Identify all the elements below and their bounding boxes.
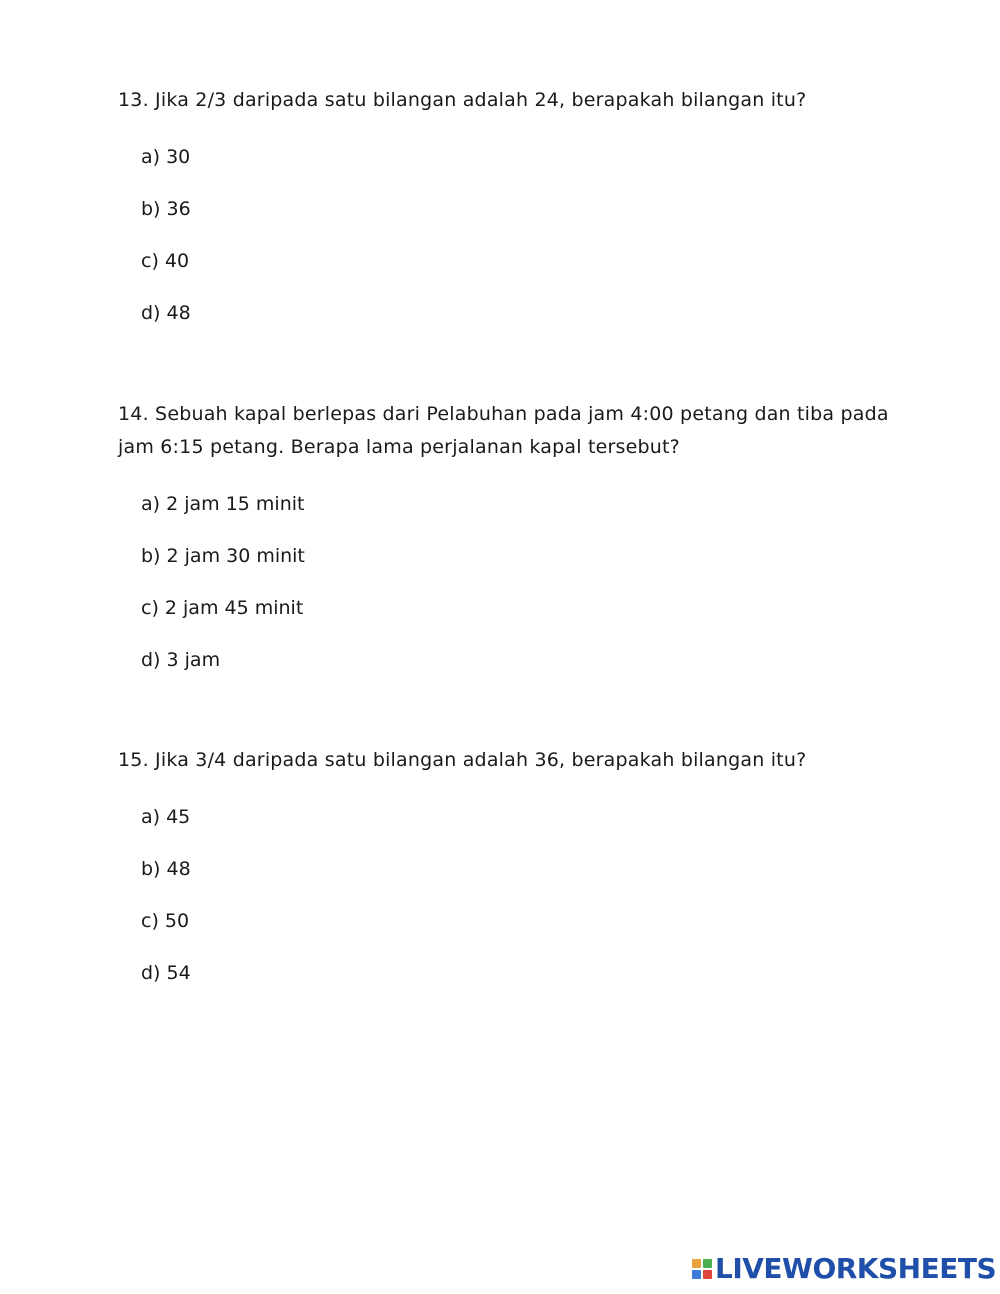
logo-square-2 — [703, 1259, 712, 1268]
question-13 — [118, 84, 898, 325]
option-d: d) 48 — [141, 302, 191, 324]
option-a: a) 2 jam 15 minit — [141, 493, 305, 515]
option-d: d) 54 — [141, 962, 191, 984]
option-a: a) 45 — [141, 806, 191, 828]
question-15-options — [118, 805, 898, 985]
logo-square-4 — [703, 1270, 712, 1279]
question-14 — [118, 398, 898, 672]
option-b: b) 48 — [141, 858, 191, 880]
question-13-text: 13. Jika 2/3 daripada satu bilangan adalah 24, berapakah bilangan itu? — [118, 89, 807, 111]
question-15 — [118, 744, 898, 985]
question-13-options — [118, 145, 898, 325]
option-d: d) 3 jam — [141, 649, 221, 671]
logo-square-1 — [692, 1259, 701, 1268]
option-c: c) 50 — [141, 910, 190, 932]
option-c: c) 2 jam 45 minit — [141, 597, 304, 619]
option-c: c) 40 — [141, 250, 190, 272]
option-b: b) 2 jam 30 minit — [141, 545, 305, 567]
question-14-options — [118, 492, 898, 672]
liveworksheets-logo — [692, 1254, 996, 1284]
option-b: b) 36 — [141, 198, 191, 220]
logo-square-3 — [692, 1270, 701, 1279]
question-14-text: 14. Sebuah kapal berlepas dari Pelabuhan pada jam 4:00 petang dan tiba pada jam 6:15 petang. Berapa lama perjalanan kapal tersebut? — [118, 403, 889, 458]
question-15-text: 15. Jika 3/4 daripada satu bilangan adalah 36, berapakah bilangan itu? — [118, 749, 807, 771]
option-a: a) 30 — [141, 146, 191, 168]
logo-text: LIVEWORKSHEETS — [715, 1252, 997, 1285]
logo-mark-icon — [692, 1259, 712, 1279]
